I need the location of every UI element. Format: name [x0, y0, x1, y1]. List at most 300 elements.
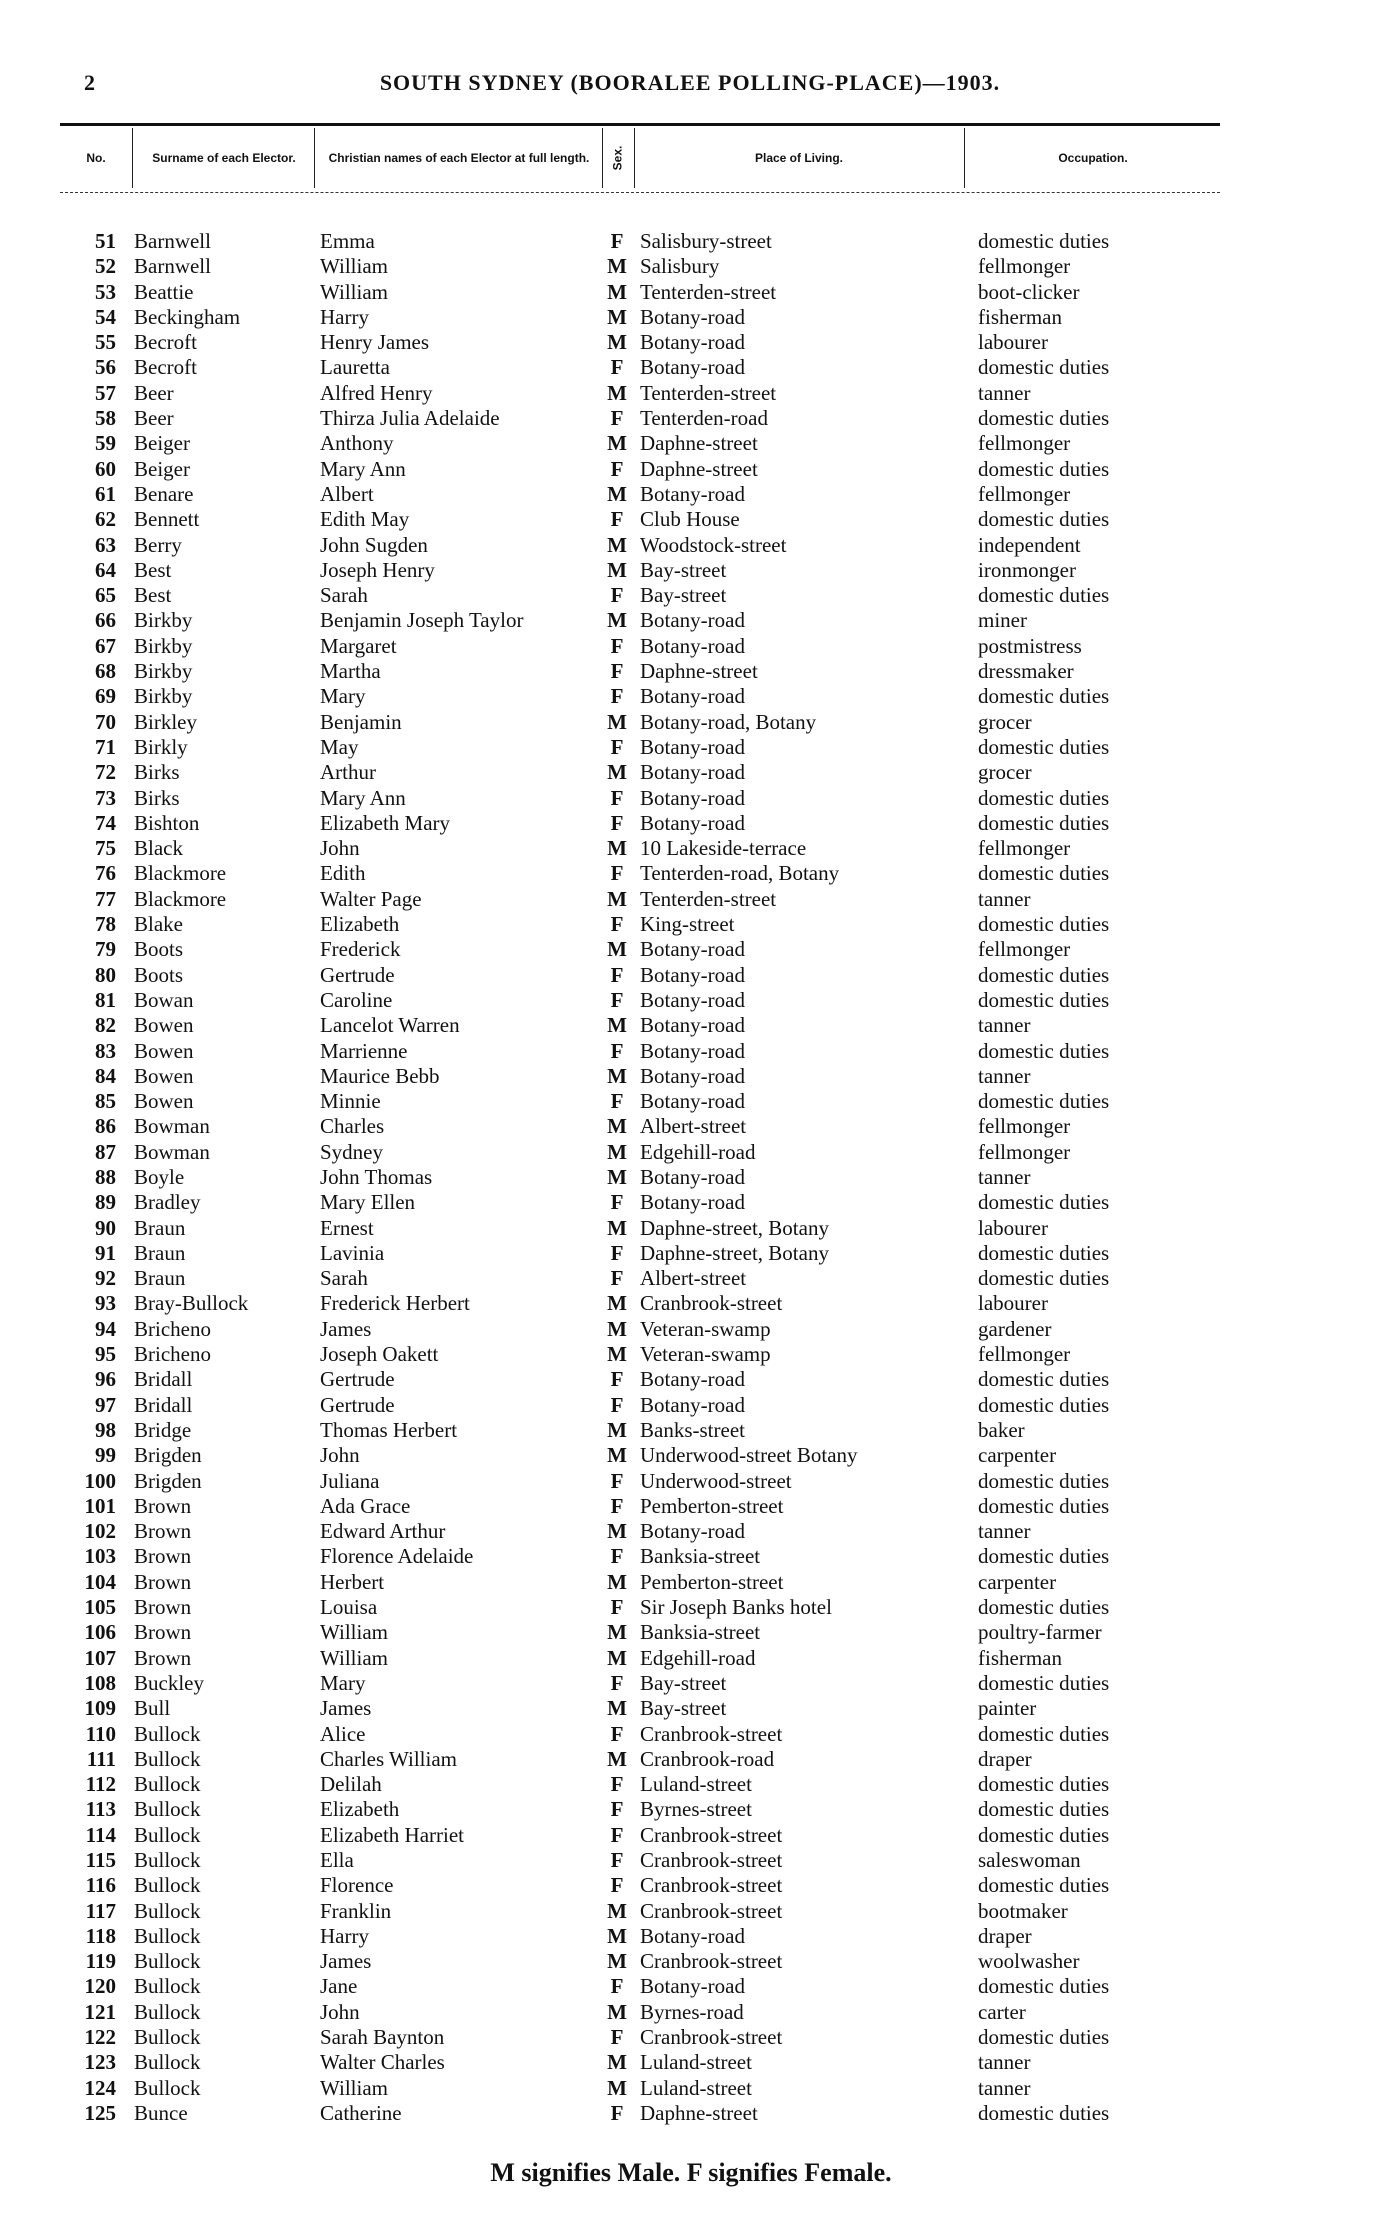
- elector-sex: F: [610, 684, 624, 709]
- elector-occupation: domestic duties: [978, 1974, 1110, 1999]
- elector-surname: Barnwell: [134, 254, 211, 279]
- table-row: [0, 1924, 1382, 1949]
- elector-occupation: grocer: [978, 760, 1032, 785]
- elector-place: Luland-street: [640, 1772, 752, 1797]
- elector-surname: Braun: [134, 1240, 186, 1265]
- column-header-sex-label: Sex.: [610, 145, 624, 171]
- elector-number: 100: [84, 1468, 116, 1493]
- elector-christian-names: John: [320, 836, 360, 861]
- elector-occupation: fellmonger: [978, 481, 1071, 506]
- elector-place: Botany-road: [640, 1392, 745, 1417]
- elector-place: Albert-street: [640, 1114, 747, 1139]
- elector-place: Botany-road: [640, 1013, 745, 1038]
- table-row: [0, 533, 1382, 558]
- table-row: [0, 1671, 1382, 1696]
- elector-surname: Brigden: [134, 1443, 202, 1468]
- table-row: [0, 507, 1382, 532]
- elector-christian-names: Herbert: [320, 1569, 385, 1594]
- elector-place: Botany-road: [640, 481, 745, 506]
- elector-sex: M: [607, 836, 627, 861]
- elector-christian-names: Gertrude: [320, 962, 395, 987]
- elector-number: 106: [84, 1620, 116, 1645]
- elector-sex: M: [607, 1139, 627, 1164]
- table-row: [0, 1797, 1382, 1822]
- table-row: [0, 1291, 1382, 1316]
- elector-occupation: fellmonger: [978, 836, 1071, 861]
- table-row: [0, 1519, 1382, 1544]
- table-row: [0, 608, 1382, 633]
- elector-surname: Beer: [134, 380, 174, 405]
- elector-place: Sir Joseph Banks hotel: [640, 1595, 832, 1620]
- elector-number: 80: [95, 962, 116, 987]
- elector-number: 58: [95, 406, 116, 431]
- elector-place: Edgehill-road: [640, 1645, 756, 1670]
- elector-place: Bay-street: [640, 557, 727, 582]
- table-row: [0, 1317, 1382, 1342]
- table-row: [0, 482, 1382, 507]
- elector-occupation: domestic duties: [978, 406, 1110, 431]
- table-row: [0, 1039, 1382, 1064]
- elector-occupation: labourer: [978, 1215, 1048, 1240]
- elector-christian-names: Catherine: [320, 2100, 402, 2125]
- elector-surname: Bricheno: [134, 1342, 211, 1367]
- table-row: [0, 912, 1382, 937]
- elector-number: 115: [85, 1848, 116, 1872]
- elector-surname: Bullock: [134, 1797, 201, 1822]
- elector-occupation: tanner: [978, 2050, 1031, 2075]
- elector-surname: Bullock: [134, 2050, 201, 2075]
- elector-sex: F: [610, 1822, 624, 1847]
- elector-surname: Boots: [134, 962, 184, 987]
- table-row: [0, 1443, 1382, 1468]
- table-row: [0, 811, 1382, 836]
- elector-place: Cranbrook-street: [640, 1949, 783, 1974]
- footer-note: M signifies Male. F signifies Female.: [490, 2158, 892, 2187]
- table-row: [0, 836, 1382, 861]
- elector-occupation: carpenter: [978, 1443, 1057, 1468]
- elector-occupation: independent: [978, 532, 1081, 557]
- table-row: [0, 1393, 1382, 1418]
- elector-occupation: carpenter: [978, 1569, 1057, 1594]
- elector-sex: M: [607, 1215, 627, 1240]
- elector-occupation: tanner: [978, 1164, 1031, 1189]
- elector-number: 89: [95, 1190, 116, 1215]
- column-header-no: No.: [86, 151, 106, 165]
- elector-number: 85: [95, 1089, 116, 1114]
- elector-christian-names: John Sugden: [320, 532, 428, 557]
- elector-surname: Black: [134, 836, 183, 861]
- elector-occupation: domestic duties: [978, 1392, 1110, 1417]
- elector-sex: M: [607, 1696, 627, 1721]
- table-row: [0, 735, 1382, 760]
- elector-number: 81: [95, 987, 116, 1012]
- elector-number: 101: [84, 1493, 116, 1518]
- elector-sex: F: [610, 1392, 624, 1417]
- elector-place: Cranbrook-street: [640, 1291, 783, 1316]
- table-row: [0, 355, 1382, 380]
- elector-surname: Bowen: [134, 1013, 194, 1038]
- elector-sex: M: [607, 1164, 627, 1189]
- elector-christian-names: Elizabeth Mary: [320, 810, 451, 835]
- elector-place: Daphne-street, Botany: [640, 1215, 829, 1240]
- table-row: [0, 1064, 1382, 1089]
- table-row: [0, 1747, 1382, 1772]
- elector-number: 102: [84, 1519, 116, 1544]
- elector-occupation: tanner: [978, 2075, 1031, 2100]
- elector-christian-names: John: [320, 1443, 360, 1468]
- table-row: [0, 2101, 1382, 2126]
- elector-sex: M: [607, 937, 627, 962]
- elector-place: Edgehill-road: [640, 1139, 756, 1164]
- elector-sex: M: [607, 2050, 627, 2075]
- table-row: [0, 1494, 1382, 1519]
- elector-place: Daphne-street: [640, 456, 758, 481]
- elector-place: Byrnes-road: [640, 1999, 744, 2024]
- elector-christian-names: Ada Grace: [320, 1493, 411, 1518]
- elector-place: Botany-road: [640, 1519, 745, 1544]
- table-row: [0, 988, 1382, 1013]
- elector-christian-names: William: [320, 279, 388, 304]
- elector-number: 112: [85, 1772, 116, 1797]
- elector-number: 107: [84, 1645, 116, 1670]
- elector-occupation: domestic duties: [978, 912, 1110, 937]
- elector-place: Botany-road: [640, 1367, 745, 1392]
- elector-surname: Brown: [134, 1519, 192, 1544]
- elector-sex: M: [607, 709, 627, 734]
- elector-number: 119: [85, 1949, 116, 1974]
- elector-place: Botany-road, Botany: [640, 709, 817, 734]
- table-row: [0, 963, 1382, 988]
- elector-sex: F: [610, 406, 624, 431]
- elector-occupation: domestic duties: [978, 1822, 1110, 1847]
- elector-christian-names: Florence Adelaide: [320, 1544, 474, 1569]
- elector-christian-names: Edith May: [320, 507, 410, 532]
- elector-place: Tenterden-street: [640, 279, 777, 304]
- elector-sex: M: [607, 431, 627, 456]
- column-divider: [964, 128, 965, 188]
- elector-place: Tenterden-street: [640, 886, 777, 911]
- elector-surname: Bullock: [134, 1746, 201, 1771]
- elector-sex: M: [607, 304, 627, 329]
- table-row: [0, 2025, 1382, 2050]
- elector-occupation: domestic duties: [978, 1367, 1110, 1392]
- elector-sex: F: [610, 2100, 624, 2125]
- elector-occupation: domestic duties: [978, 583, 1110, 608]
- elector-surname: Birkley: [134, 709, 197, 734]
- table-row: [0, 1772, 1382, 1797]
- elector-christian-names: Benjamin: [320, 709, 402, 734]
- elector-occupation: domestic duties: [978, 1038, 1110, 1063]
- elector-place: Woodstock-street: [640, 532, 787, 557]
- table-row: [0, 1469, 1382, 1494]
- elector-christian-names: James: [320, 1316, 372, 1341]
- elector-place: Botany-road: [640, 304, 745, 329]
- elector-place: Luland-street: [640, 2050, 752, 2075]
- elector-sex: M: [607, 1569, 627, 1594]
- elector-surname: Bradley: [134, 1190, 201, 1215]
- elector-surname: Bullock: [134, 1822, 201, 1847]
- elector-christian-names: Harry: [320, 1923, 369, 1948]
- table-row: [0, 280, 1382, 305]
- elector-occupation: fellmonger: [978, 254, 1071, 279]
- elector-occupation: domestic duties: [978, 2025, 1110, 2050]
- elector-christian-names: Mary: [320, 1670, 366, 1695]
- elector-place: Tenterden-road, Botany: [640, 861, 840, 886]
- elector-number: 56: [95, 355, 116, 380]
- elector-sex: M: [607, 380, 627, 405]
- table-row: [0, 1696, 1382, 1721]
- elector-surname: Bowman: [134, 1114, 210, 1139]
- elector-occupation: gardener: [978, 1316, 1052, 1341]
- elector-occupation: boot-clicker: [978, 279, 1080, 304]
- elector-sex: F: [610, 1797, 624, 1822]
- elector-number: 92: [95, 1266, 116, 1291]
- elector-occupation: domestic duties: [978, 810, 1110, 835]
- elector-sex: F: [610, 1190, 624, 1215]
- elector-surname: Bullock: [134, 1974, 201, 1999]
- elector-surname: Bridall: [134, 1392, 193, 1417]
- elector-christian-names: Mary: [320, 684, 366, 709]
- elector-number: 120: [84, 1974, 116, 1999]
- table-row: [0, 305, 1382, 330]
- table-row: [0, 406, 1382, 431]
- column-header-surname: Surname of each Elector.: [152, 151, 296, 165]
- elector-place: Veteran-swamp: [640, 1316, 771, 1341]
- elector-surname: Bullock: [134, 1772, 201, 1797]
- elector-sex: M: [607, 1417, 627, 1442]
- elector-surname: Birkby: [134, 684, 193, 709]
- elector-christian-names: Emma: [320, 229, 375, 253]
- elector-occupation: domestic duties: [978, 987, 1110, 1012]
- elector-surname: Benare: [134, 481, 194, 506]
- elector-surname: Braun: [134, 1215, 186, 1240]
- table-row: [0, 634, 1382, 659]
- elector-number: 70: [95, 709, 116, 734]
- elector-number: 55: [95, 330, 116, 355]
- elector-number: 75: [95, 836, 116, 861]
- table-row: [0, 1848, 1382, 1873]
- elector-christian-names: Marrienne: [320, 1038, 408, 1063]
- elector-place: Cranbrook-street: [640, 1898, 783, 1923]
- elector-occupation: domestic duties: [978, 1670, 1110, 1695]
- elector-sex: F: [610, 810, 624, 835]
- elector-sex: M: [607, 557, 627, 582]
- elector-sex: M: [607, 2075, 627, 2100]
- elector-surname: Bennett: [134, 507, 200, 532]
- elector-number: 117: [85, 1898, 116, 1923]
- elector-surname: Brown: [134, 1620, 192, 1645]
- elector-place: Botany-road: [640, 684, 745, 709]
- table-row: [0, 659, 1382, 684]
- elector-sex: F: [610, 1544, 624, 1569]
- elector-christian-names: Caroline: [320, 987, 393, 1012]
- table-row: [0, 1241, 1382, 1266]
- elector-number: 104: [84, 1569, 116, 1594]
- elector-number: 110: [85, 1721, 116, 1746]
- elector-sex: F: [610, 1772, 624, 1797]
- elector-christian-names: Ernest: [320, 1215, 374, 1240]
- elector-christian-names: Alfred Henry: [320, 380, 433, 405]
- elector-surname: Bullock: [134, 1721, 201, 1746]
- elector-number: 87: [95, 1139, 116, 1164]
- elector-sex: F: [610, 861, 624, 886]
- table-row: [0, 1165, 1382, 1190]
- table-row: [0, 254, 1382, 279]
- elector-place: Botany-road: [640, 633, 745, 658]
- elector-christian-names: Martha: [320, 659, 381, 684]
- elector-sex: F: [610, 1038, 624, 1063]
- elector-occupation: woolwasher: [978, 1949, 1080, 1974]
- column-header-occupation: Occupation.: [1058, 151, 1128, 165]
- elector-number: 84: [95, 1063, 116, 1088]
- elector-occupation: domestic duties: [978, 1595, 1110, 1620]
- elector-place: Salisbury: [640, 254, 720, 279]
- elector-sex: M: [607, 254, 627, 279]
- page-number: 2: [84, 70, 95, 95]
- elector-christian-names: Louisa: [320, 1595, 378, 1620]
- elector-christian-names: Walter Charles: [320, 2050, 445, 2075]
- elector-occupation: postmistress: [978, 633, 1082, 658]
- elector-christian-names: Edward Arthur: [320, 1519, 446, 1544]
- elector-occupation: domestic duties: [978, 355, 1110, 380]
- elector-christian-names: John Thomas: [320, 1164, 433, 1189]
- table-row: [0, 1722, 1382, 1747]
- elector-christian-names: Henry James: [320, 330, 430, 355]
- elector-sex: F: [610, 962, 624, 987]
- elector-sex: M: [607, 886, 627, 911]
- elector-occupation: fellmonger: [978, 1139, 1071, 1164]
- elector-christian-names: Mary Ann: [320, 456, 406, 481]
- elector-place: Botany-road: [640, 1063, 745, 1088]
- elector-christian-names: Minnie: [320, 1089, 381, 1114]
- elector-occupation: fellmonger: [978, 1114, 1071, 1139]
- elector-occupation: domestic duties: [978, 734, 1110, 759]
- elector-number: 125: [84, 2100, 116, 2125]
- elector-surname: Bullock: [134, 1873, 201, 1898]
- header-rule: [60, 123, 1220, 126]
- elector-surname: Birkby: [134, 659, 193, 684]
- elector-number: 66: [95, 608, 116, 633]
- elector-place: Botany-road: [640, 810, 745, 835]
- elector-surname: Bowman: [134, 1139, 210, 1164]
- elector-place: Veteran-swamp: [640, 1342, 771, 1367]
- elector-surname: Beattie: [134, 279, 194, 304]
- elector-christian-names: Joseph Oakett: [320, 1342, 439, 1367]
- elector-surname: Barnwell: [134, 229, 211, 253]
- elector-christian-names: Charles: [320, 1114, 385, 1139]
- elector-occupation: domestic duties: [978, 1089, 1110, 1114]
- elector-occupation: fellmonger: [978, 1342, 1071, 1367]
- elector-place: Underwood-street: [640, 1468, 792, 1493]
- elector-place: Botany-road: [640, 785, 745, 810]
- elector-occupation: domestic duties: [978, 507, 1110, 532]
- table-row: [0, 1823, 1382, 1848]
- table-row: [0, 1367, 1382, 1392]
- elector-place: Daphne-street: [640, 2100, 758, 2125]
- elector-place: Cranbrook-street: [640, 2025, 783, 2050]
- elector-occupation: grocer: [978, 709, 1032, 734]
- elector-number: 74: [95, 810, 116, 835]
- elector-occupation: poultry-farmer: [978, 1620, 1102, 1645]
- elector-number: 61: [95, 481, 116, 506]
- table-row: [0, 937, 1382, 962]
- elector-place: Cranbrook-street: [640, 1848, 783, 1872]
- elector-place: Botany-road: [640, 734, 745, 759]
- elector-occupation: draper: [978, 1923, 1032, 1948]
- elector-number: 90: [95, 1215, 116, 1240]
- elector-sex: F: [610, 734, 624, 759]
- elector-christian-names: Mary Ellen: [320, 1190, 416, 1215]
- table-row: [0, 1418, 1382, 1443]
- elector-surname: Brigden: [134, 1468, 202, 1493]
- elector-sex: M: [607, 532, 627, 557]
- elector-number: 105: [84, 1595, 116, 1620]
- elector-sex: F: [610, 659, 624, 684]
- table-row: [0, 1089, 1382, 1114]
- elector-occupation: bootmaker: [978, 1898, 1068, 1923]
- elector-number: 97: [95, 1392, 116, 1417]
- table-row: [0, 861, 1382, 886]
- elector-christian-names: James: [320, 1696, 372, 1721]
- column-header-christian-names: Christian names of each Elector at full length.: [328, 151, 590, 165]
- table-row: [0, 1013, 1382, 1038]
- elector-surname: Best: [134, 557, 172, 582]
- table-row: [0, 1899, 1382, 1924]
- elector-occupation: domestic duties: [978, 1772, 1110, 1797]
- elector-place: Luland-street: [640, 2075, 752, 2100]
- elector-occupation: domestic duties: [978, 861, 1110, 886]
- elector-occupation: domestic duties: [978, 1190, 1110, 1215]
- elector-sex: M: [607, 279, 627, 304]
- elector-place: Daphne-street: [640, 659, 758, 684]
- elector-occupation: painter: [978, 1696, 1037, 1721]
- elector-surname: Beer: [134, 406, 174, 431]
- elector-place: Botany-road: [640, 1089, 745, 1114]
- elector-sex: F: [610, 1873, 624, 1898]
- elector-place: Botany-road: [640, 1923, 745, 1948]
- elector-number: 108: [84, 1670, 116, 1695]
- table-row: [0, 2050, 1382, 2075]
- elector-surname: Bunce: [134, 2100, 188, 2125]
- elector-number: 111: [86, 1746, 116, 1771]
- elector-christian-names: John: [320, 1999, 360, 2024]
- elector-occupation: domestic duties: [978, 962, 1110, 987]
- elector-christian-names: Walter Page: [320, 886, 422, 911]
- elector-surname: Bowen: [134, 1038, 194, 1063]
- elector-christian-names: Delilah: [320, 1772, 382, 1797]
- elector-occupation: tanner: [978, 380, 1031, 405]
- elector-place: Bay-street: [640, 1696, 727, 1721]
- elector-sex: F: [610, 912, 624, 937]
- page-title: SOUTH SYDNEY (BOORALEE POLLING-PLACE)—1903.: [379, 70, 1001, 95]
- elector-place: Botany-road: [640, 1164, 745, 1189]
- elector-number: 121: [84, 1999, 116, 2024]
- elector-occupation: draper: [978, 1746, 1032, 1771]
- elector-sex: M: [607, 1898, 627, 1923]
- elector-occupation: domestic duties: [978, 1266, 1110, 1291]
- elector-number: 65: [95, 583, 116, 608]
- elector-christian-names: Benjamin Joseph Taylor: [320, 608, 524, 633]
- elector-place: Cranbrook-street: [640, 1721, 783, 1746]
- table-row: [0, 431, 1382, 456]
- table-row: [0, 583, 1382, 608]
- elector-number: 54: [95, 304, 116, 329]
- table-row: [0, 1646, 1382, 1671]
- elector-occupation: saleswoman: [978, 1848, 1081, 1872]
- elector-occupation: fisherman: [978, 304, 1062, 329]
- elector-sex: M: [607, 1949, 627, 1974]
- elector-sex: F: [610, 355, 624, 380]
